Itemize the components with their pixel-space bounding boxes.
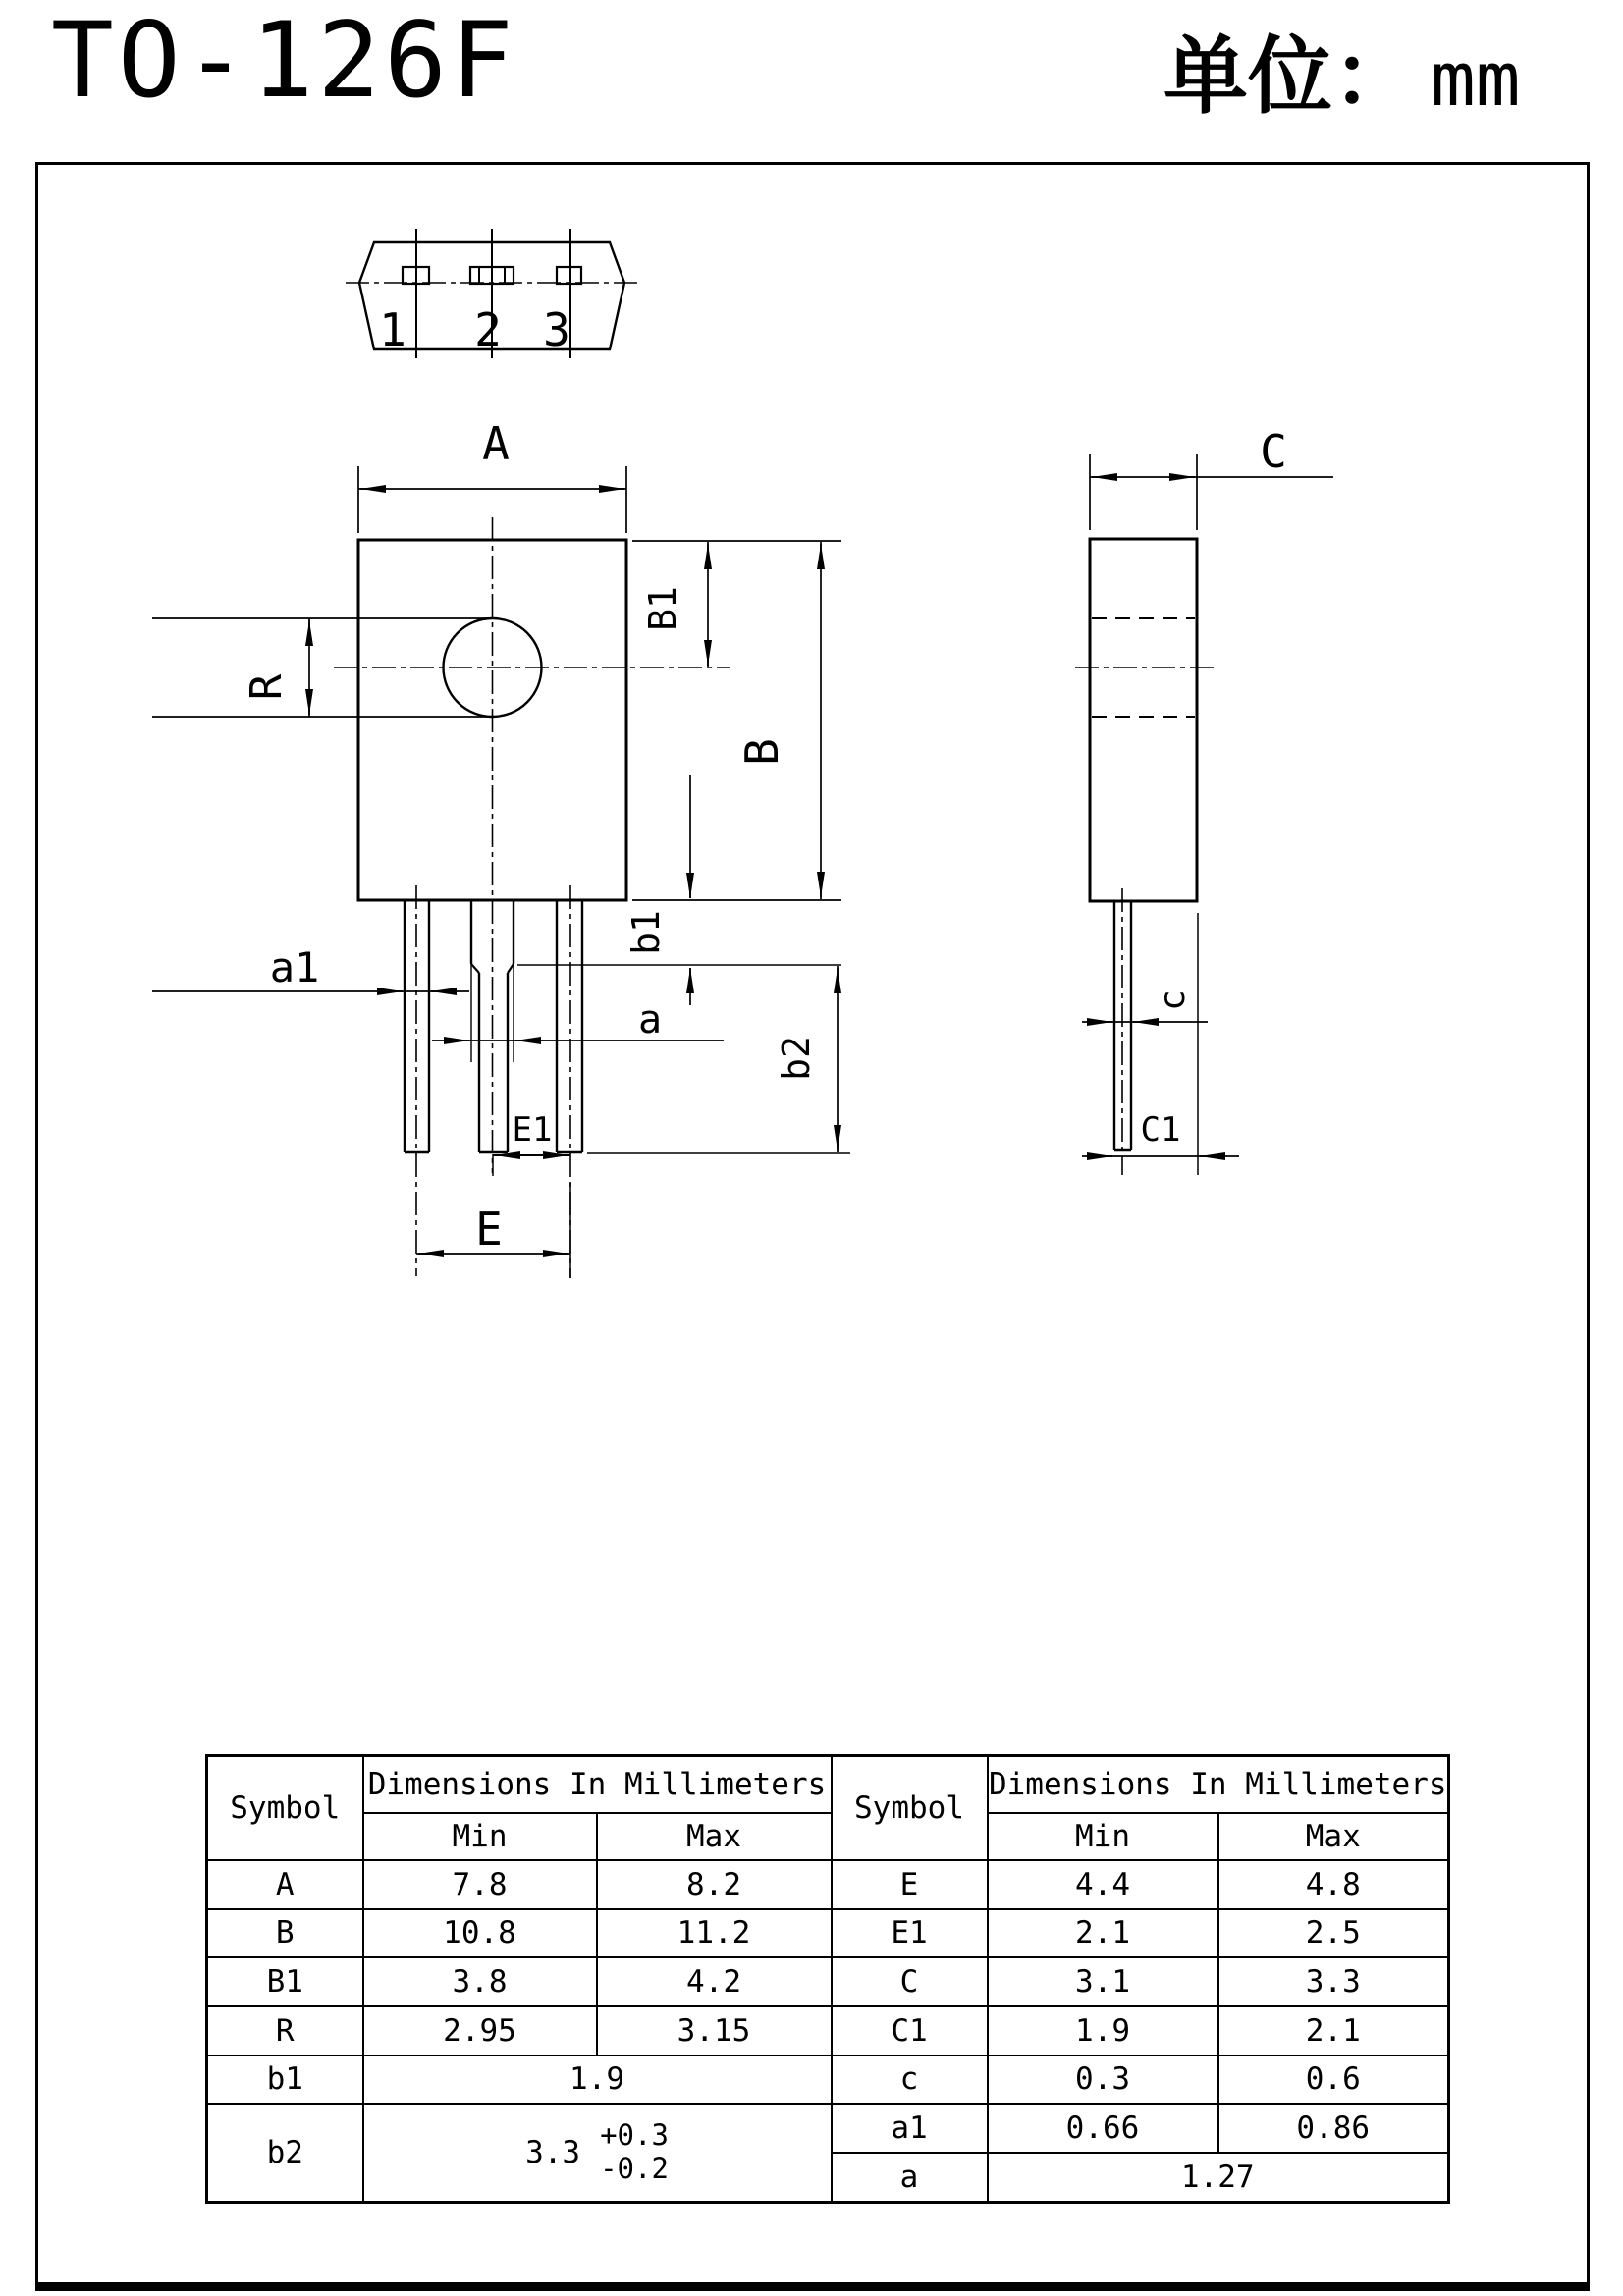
table-row	[207, 1860, 1449, 1909]
symbol-cell: b2	[207, 2104, 363, 2203]
min-cell: 0.66	[988, 2104, 1218, 2153]
dim-label-E: E	[475, 1202, 503, 1255]
dim-B	[735, 542, 821, 899]
min-cell: 1.9	[988, 2006, 1218, 2056]
pin3-label: 3	[543, 303, 570, 356]
dimensions-table	[205, 1754, 1450, 2204]
merged-value-cell: 1.27	[988, 2153, 1449, 2203]
table-row	[207, 2056, 1449, 2104]
max-cell: 0.6	[1218, 2056, 1449, 2104]
unit-value: mm	[1431, 35, 1521, 123]
front-view	[152, 417, 850, 1278]
dim-label-C1: C1	[1140, 1110, 1181, 1149]
dim-a1	[152, 943, 469, 991]
min-cell: 7.8	[363, 1860, 597, 1909]
symbol-cell: C	[832, 1957, 988, 2006]
pin2-label: 2	[474, 303, 502, 356]
symbol-cell: B1	[207, 1957, 363, 2006]
dim-label-b1: b1	[624, 910, 668, 955]
dim-E	[416, 1183, 570, 1278]
symbol-cell: C1	[832, 2006, 988, 2056]
left-symbol-header: Symbol	[207, 1756, 363, 1860]
min-cell: 3.8	[363, 1957, 597, 2006]
min-cell: 10.8	[363, 1909, 597, 1957]
min-cell: 0.3	[988, 2056, 1218, 2104]
max-cell: 4.8	[1218, 1860, 1449, 1909]
dim-b1	[517, 775, 841, 1005]
dim-label-E1: E1	[512, 1110, 553, 1149]
table-row	[207, 1909, 1449, 1957]
merged-value-cell	[363, 2104, 832, 2203]
symbol-cell: a	[832, 2153, 988, 2203]
left-dims-header: Dimensions In Millimeters	[363, 1756, 832, 1813]
max-cell: 4.2	[597, 1957, 832, 2006]
left-max-header: Max	[597, 1813, 832, 1860]
dim-A	[358, 417, 626, 533]
b2-tolerance-minus: -0.2	[600, 2151, 669, 2185]
dim-C	[1090, 425, 1333, 530]
merged-value-cell: 1.9	[363, 2056, 832, 2104]
dim-label-A: A	[482, 417, 510, 470]
symbol-cell: a1	[832, 2104, 988, 2153]
max-cell: 0.86	[1218, 2104, 1449, 2153]
dim-E1	[493, 1110, 570, 1176]
dim-a	[432, 997, 724, 1042]
max-cell: 2.5	[1218, 1909, 1449, 1957]
right-max-header: Max	[1218, 1813, 1449, 1860]
page-title: TO-126F	[51, 0, 517, 121]
dim-label-a: a	[637, 997, 663, 1042]
symbol-cell: E1	[832, 1909, 988, 1957]
symbol-cell: A	[207, 1860, 363, 1909]
table-row	[207, 2006, 1449, 2056]
max-cell: 11.2	[597, 1909, 832, 1957]
max-cell: 2.1	[1218, 2006, 1449, 2056]
min-cell: 3.1	[988, 1957, 1218, 2006]
right-symbol-header: Symbol	[832, 1756, 988, 1860]
max-cell: 3.15	[597, 2006, 832, 2056]
left-min-header: Min	[363, 1813, 597, 1860]
symbol-cell: R	[207, 2006, 363, 2056]
table-row	[207, 1957, 1449, 2006]
symbol-cell: B	[207, 1909, 363, 1957]
min-cell: 2.1	[988, 1909, 1218, 1957]
side-view	[1075, 425, 1333, 1175]
dim-label-b2: b2	[775, 1036, 818, 1081]
pin1-label: 1	[379, 303, 406, 356]
pin3-pad	[557, 267, 581, 284]
right-min-header: Min	[988, 1813, 1218, 1860]
dim-C1	[1082, 913, 1239, 1175]
b2-tolerance-plus: +0.3	[600, 2118, 669, 2153]
max-cell: 3.3	[1218, 1957, 1449, 2006]
min-cell: 4.4	[988, 1860, 1218, 1909]
symbol-cell: c	[832, 2056, 988, 2104]
dim-c	[1082, 989, 1208, 1022]
symbol-cell: E	[832, 1860, 988, 1909]
dim-label-B: B	[735, 738, 788, 766]
table-row	[207, 2104, 1449, 2153]
right-dims-header: Dimensions In Millimeters	[988, 1756, 1449, 1813]
dim-label-c: c	[1153, 989, 1193, 1011]
dim-label-B1: B1	[641, 586, 684, 631]
dim-B1	[641, 542, 708, 667]
dim-label-a1: a1	[269, 943, 320, 991]
unit-prefix: 单位：	[1163, 29, 1417, 124]
max-cell: 8.2	[597, 1860, 832, 1909]
dim-b2	[587, 966, 850, 1153]
top-view	[346, 229, 638, 358]
side-lead	[1114, 888, 1131, 1175]
dim-label-R: R	[242, 673, 292, 701]
symbol-cell: b1	[207, 2056, 363, 2104]
b2-nominal: 3.3	[525, 2134, 581, 2170]
side-body	[1090, 539, 1197, 901]
dim-label-C: C	[1260, 425, 1287, 478]
min-cell: 2.95	[363, 2006, 597, 2056]
